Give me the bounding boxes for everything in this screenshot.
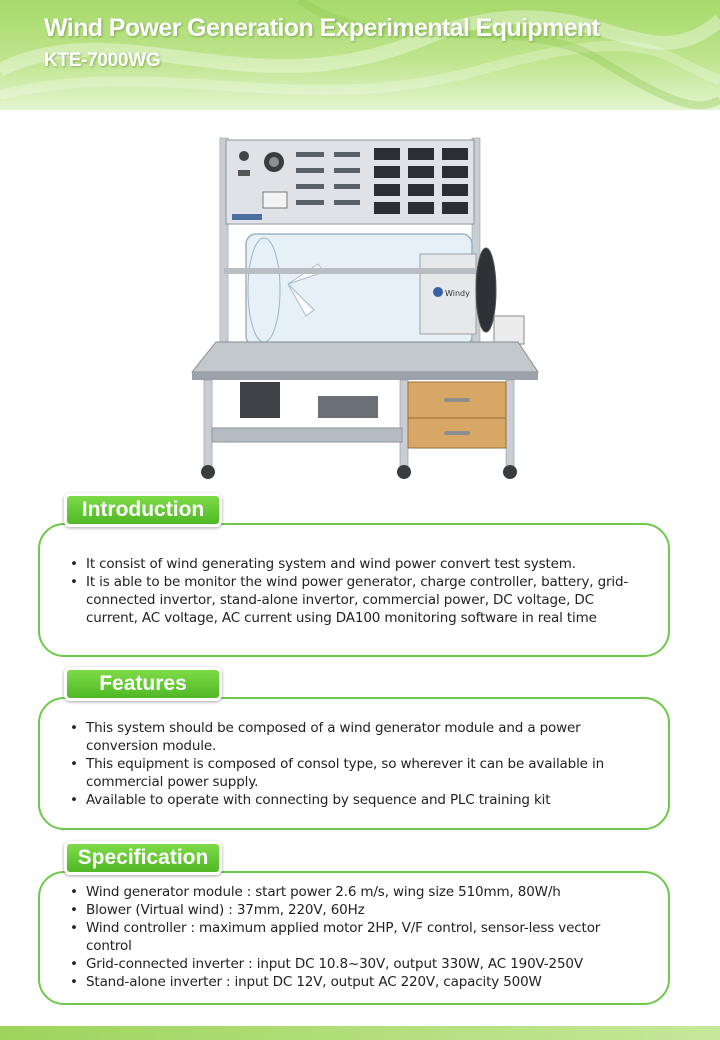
specification-heading: Specification — [64, 841, 222, 875]
header-banner — [0, 0, 720, 110]
specification-section — [38, 871, 670, 1005]
windy-brand-label: Windy — [445, 289, 470, 298]
model-number: KTE-7000WG — [44, 50, 161, 71]
introduction-heading: Introduction — [64, 493, 222, 527]
list-item: • Stand-alone inverter : input DC 12V, output AC 220V, capacity 500W — [70, 973, 646, 991]
introduction-list — [70, 555, 646, 627]
features-section — [38, 697, 670, 830]
footer-band — [0, 1026, 720, 1040]
specification-list — [70, 883, 646, 991]
list-item: • This system should be composed of a wind generator module and a power conversion module. — [70, 719, 646, 755]
introduction-section — [38, 523, 670, 657]
features-heading: Features — [64, 667, 222, 701]
page-title: Wind Power Generation Experimental Equipment — [44, 14, 600, 42]
equipment-photo — [168, 134, 548, 484]
list-item: • Wind controller : maximum applied motor 2HP, V/F control, sensor-less vector control — [70, 919, 646, 955]
list-item: • Grid-connected inverter : input DC 10.8~30V, output 330W, AC 190V-250V — [70, 955, 646, 973]
features-list — [70, 719, 646, 809]
list-item: • Blower (Virtual wind) : 37mm, 220V, 60Hz — [70, 901, 646, 919]
list-item: • This equipment is composed of consol type, so wherever it can be available in commercial power supply. — [70, 755, 646, 791]
list-item: • It is able to be monitor the wind power generator, charge controller, battery, grid-connected invertor, stand-alone invertor, commercial power, DC voltage, DC current, AC voltage, AC current using DA100 monitoring software in real time — [70, 573, 646, 627]
list-item: • Wind generator module : start power 2.6 m/s, wing size 510mm, 80W/h — [70, 883, 646, 901]
list-item: • It consist of wind generating system and wind power convert test system. — [70, 555, 646, 573]
list-item: • Available to operate with connecting by sequence and PLC training kit — [70, 791, 646, 809]
